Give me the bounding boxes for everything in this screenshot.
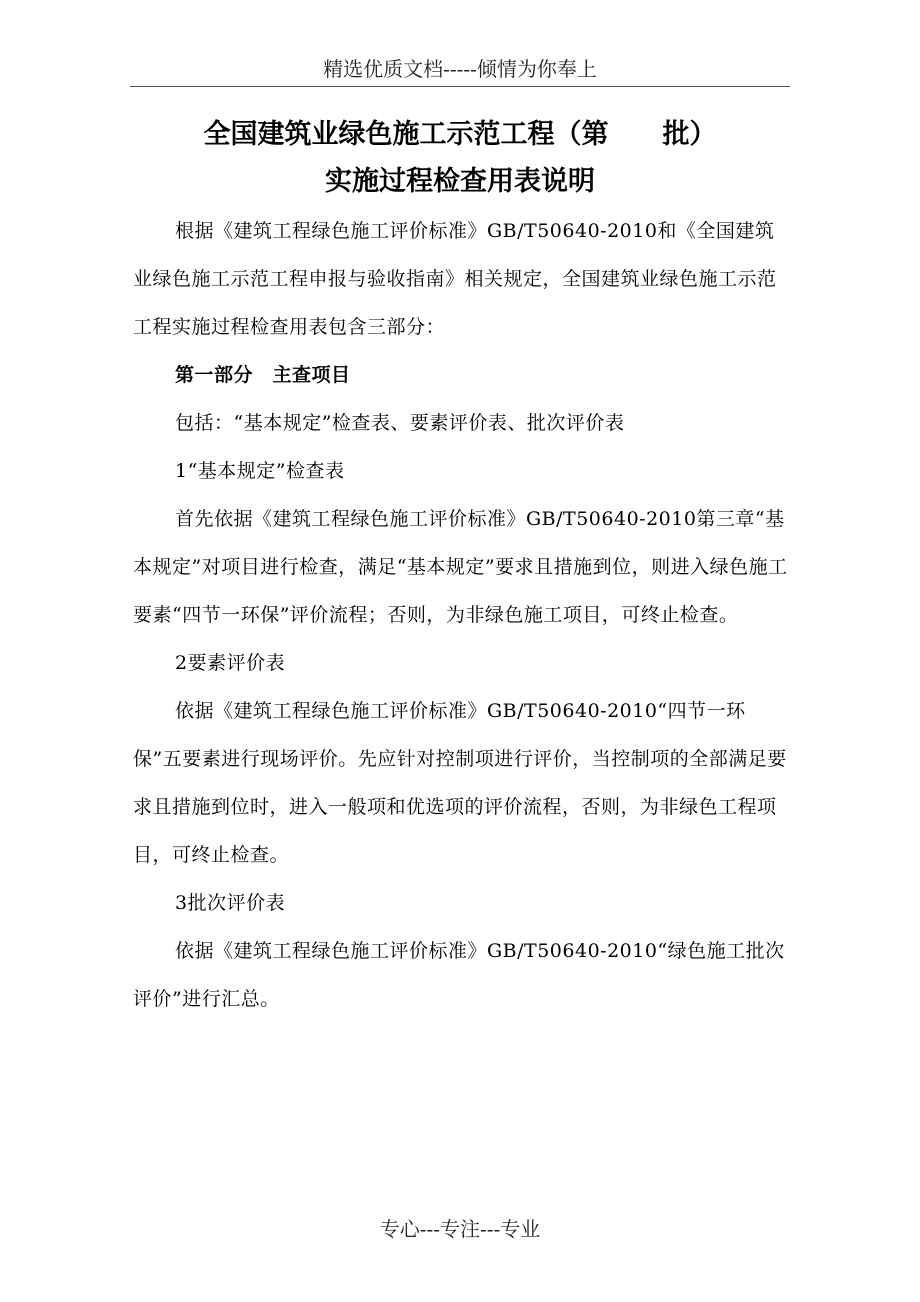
document-subtitle: 实施过程检查用表说明 — [325, 166, 595, 197]
item2-paragraph: 依据《建筑工程绿色施工评价标准》GB/T50640-2010“四节一环保”五要素进行现场评价。先应针对控制项进行评价，当控制项的全部满足要求且措施到位时，进入一般项和优选项的评价流程，否则，为非绿色工程项目，可终止检查。 — [133, 700, 787, 866]
document-body — [133, 207, 789, 1023]
item3-heading: 3批次评价表 — [175, 892, 286, 914]
part1-includes: 包括：“基本规定”检查表、要素评价表、批次评价表 — [175, 412, 625, 434]
header-divider — [130, 86, 790, 87]
page-header: 精选优质文档-----倾情为你奉上 — [323, 57, 597, 81]
item1-heading: 1“基本规定”检查表 — [175, 460, 345, 482]
item1-paragraph: 首先依据《建筑工程绿色施工评价标准》GB/T50640-2010第三章“基本规定”对项目进行检查，满足“基本规定”要求且措施到位，则进入绿色施工要素“四节一环保”评价流程；否则，为非绿色施工项目，可终止检查。 — [133, 508, 788, 626]
item2-heading: 2要素评价表 — [175, 652, 286, 674]
part1-heading: 第一部分 主查项目 — [175, 364, 351, 386]
document-title: 全国建筑业绿色施工示范工程（第 批） — [203, 119, 717, 150]
intro-paragraph: 根据《建筑工程绿色施工评价标准》GB/T50640-2010和《全国建筑业绿色施工示范工程申报与验收指南》相关规定，全国建筑业绿色施工示范工程实施过程检查用表包含三部分： — [133, 220, 777, 338]
page-footer: 专心---专注---专业 — [379, 1217, 541, 1241]
item3-paragraph: 依据《建筑工程绿色施工评价标准》GB/T50640-2010“绿色施工批次评价”进行汇总。 — [133, 940, 785, 1010]
